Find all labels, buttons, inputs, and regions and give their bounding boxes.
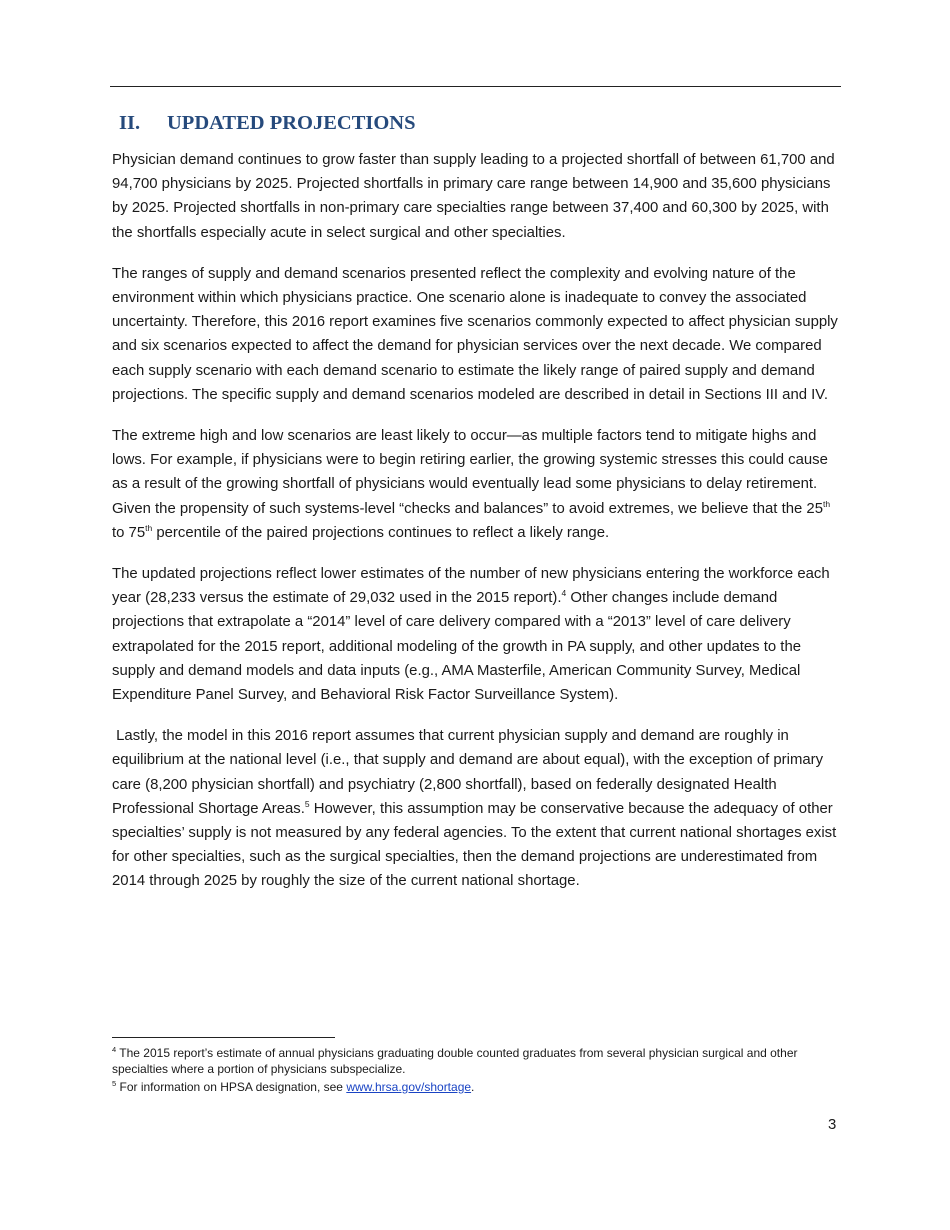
hrsa-shortage-link[interactable]: www.hrsa.gov/shortage [346,1080,472,1094]
footnote-5-end: . [471,1080,475,1094]
superscript-th-2: th [145,522,153,533]
p3-text-3: percentile of the paired projections continues to reflect a likely range. [152,524,610,541]
body-text [112,148,842,911]
footnote-separator [112,1037,335,1038]
page-number: 3 [828,1117,837,1133]
superscript-th-1: th [822,498,831,509]
footnotes [112,1046,842,1099]
paragraph-3 [112,424,842,545]
footnote-ref-5[interactable]: 5 [304,798,310,809]
paragraph-5 [112,724,842,893]
p4-text-2: Other changes include demand projections that extrapolate a “2014” level of care delivery compared with a “2013” level of care delivery extrapolated for the 2015 report, additional modeling of the growth in PA supply, and other updates to the supply and demand models and data inputs (e.g., AMA Masterfile, American Community Survey, Medical Expenditure Panel Survey, and Behavioral Risk Factor Surveillance System). [112,590,802,704]
p3-text-1: The extreme high and low scenarios are least likely to occur—as multiple factors tend to mitigate highs and lows. For example, if physicians were to begin retiring earlier, the growing systemic stresses this could cause as a result of the growing shortfall of physicians would eventually lead some physicians to delay retirement. Given the propensity of such systems-level “checks and balances” to avoid extremes, we believe that the 25 [112,428,828,517]
footnote-ref-4[interactable]: 4 [561,588,567,599]
p4-text-1: The updated projections reflect lower estimates of the number of new physicians entering the workforce each year (28,233 versus the estimate of 29,032 used in the 2015 report). [112,566,830,607]
footnote-5 [112,1080,842,1096]
header-rule [110,86,841,87]
paragraph-2: The ranges of supply and demand scenarios presented reflect the complexity and evolving nature of the environment within which physicians practice. One scenario alone is inadequate to convey the associated uncertainty. Therefore, this 2016 report examines five scenarios commonly expected to affect physician supply and six scenarios expected to affect the demand for physician services over the next decade. We compared each supply scenario with each demand scenario to estimate the likely range of paired supply and demand projections. The specific supply and demand scenarios modeled are described in detail in Sections III and IV. [112,265,838,403]
footnote-mark-5: 5 [112,1079,117,1088]
footnote-4-text: The 2015 report’s estimate of annual physicians graduating double counted graduates from several physician surgical and other specialties where a portion of physicians subspecialize. [112,1046,798,1076]
section-title: UPDATED PROJECTIONS [167,112,416,134]
p3-text-2: to 75 [112,524,146,541]
section-heading [119,112,416,135]
footnote-5-text: For information on HPSA designation, see [116,1080,347,1094]
footnote-mark-4: 4 [112,1045,117,1054]
footnote-4 [112,1046,842,1077]
section-number: II. [119,112,141,134]
p5-text-1: Lastly, the model in this 2016 report assumes that current physician supply and demand are roughly in equilibrium at the national level (i.e., that supply and demand are about equal), with the exception of primary care (8,200 physician shortfall) and psychiatry (2,800 shortfall), based on federally designated Health Professional Shortage Areas. [112,728,824,817]
paragraph-1: Physician demand continues to grow faster than supply leading to a projected shortfall of between 61,700 and 94,700 physicians by 2025. Projected shortfalls in primary care range between 14,900 and 35,600 physicians by 2025. Projected shortfalls in non-primary care specialties range between 37,400 and 60,300 by 2025, with the shortfalls especially acute in select surgical and other specialties. [112,152,835,241]
paragraph-4 [112,562,842,707]
p5-text-2: However, this assumption may be conservative because the adequacy of other specialties’ supply is not measured by any federal agencies. To the extent that current national shortages exist for other specialties, such as the surgical specialties, then the demand projections are underestimated from 2014 through 2025 by roughly the size of the current national shortage. [112,800,837,890]
